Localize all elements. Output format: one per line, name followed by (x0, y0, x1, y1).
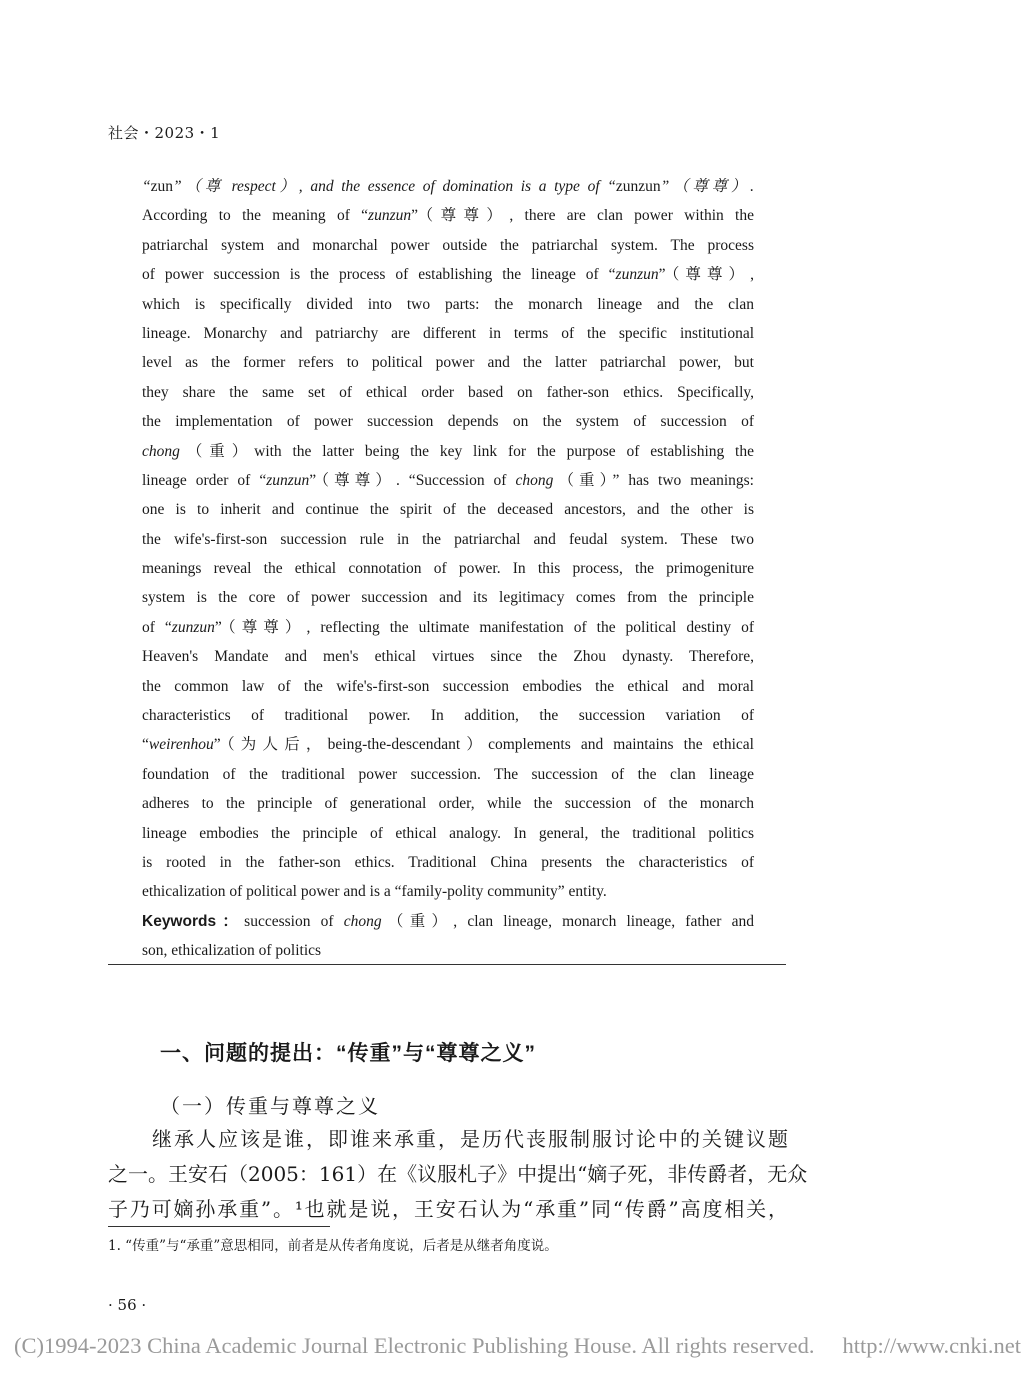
abstract-text: ”（尊尊）, (658, 266, 754, 284)
abstract-term: zunzun (615, 266, 659, 284)
abstract-text: ethicalization of political power and is a “family-polity community” entity. (142, 883, 607, 901)
body-line: 继承人应该是谁，即谁来承重，是历代丧服制服讨论中的关键议题 (152, 1127, 788, 1151)
abstract-line (142, 613, 754, 642)
abstract-text: ”（尊尊）, there are clan power within the (411, 207, 754, 225)
abstract-line (142, 848, 754, 877)
abstract-text: According to the meaning of “ (142, 207, 369, 225)
abstract-text: patriarchal system and monarchal power outside the patriarchal system. The process (142, 236, 754, 254)
abstract-line (142, 319, 754, 348)
abstract-text: lineage embodies the principle of ethical analogy. In general, the traditional politics (142, 824, 754, 842)
abstract-line (142, 466, 754, 495)
abstract-line (142, 290, 754, 319)
abstract-divider (108, 964, 786, 965)
abstract-text: is rooted in the father-son ethics. Traditional China presents the characteristics of (142, 853, 754, 871)
body-line: 之一。王安石（2005：161）在《议服札子》中提出“嫡子死，非传爵者，无众 (108, 1162, 808, 1186)
abstract-line (142, 730, 754, 759)
abstract-line (142, 789, 754, 818)
abstract-text: lineage order of “ (142, 471, 267, 489)
abstract-term: “ (142, 178, 151, 195)
abstract-text: of “ (142, 618, 172, 636)
abstract-line (142, 495, 754, 524)
section-heading: 一、问题的提出：“传重”与“尊尊之义” (160, 1042, 536, 1065)
keywords-part-1: succession of (244, 912, 344, 930)
abstract-text: level as the former refers to political power and the latter patriarchal power, but (142, 354, 754, 372)
abstract-line (142, 201, 754, 230)
abstract-text: zun (150, 178, 174, 195)
abstract-line (142, 172, 754, 201)
abstract-term: zunzun (171, 618, 215, 636)
abstract-text: of power succession is the process of establishing the lineage of “ (142, 266, 616, 284)
abstract-term: weirenhou (148, 736, 214, 754)
abstract-text: ”（尊尊）. “Succession of (309, 471, 516, 489)
page-number: · 56 · (108, 1296, 147, 1314)
abstract-line (142, 348, 754, 377)
abstract-line (142, 819, 754, 848)
abstract-text: zunzun (615, 178, 661, 195)
abstract-text: adheres to the principle of generational order, while the succession of the monarch (142, 795, 754, 813)
abstract-text: characteristics of traditional power. In addition, the succession variation of (142, 707, 754, 725)
abstract-line (142, 672, 754, 701)
abstract-text: one is to inherit and continue the spirit of the deceased ancestors, and the other is (142, 501, 754, 519)
abstract-term: ”（尊尊）. (660, 178, 754, 195)
abstract-line (142, 642, 754, 671)
copyright-text: (C)1994-2023 China Academic Journal Electronic Publishing House. All rights reserved. (14, 1333, 815, 1358)
abstract-text: lineage. Monarchy and patriarchy are different in terms of the specific institutional (142, 324, 754, 342)
abstract-term: zunzun (368, 207, 412, 225)
abstract-term: ”（尊 respect）, and the essence of domination is a type of “ (173, 178, 616, 195)
footnote-divider (108, 1226, 330, 1227)
abstract-line (142, 760, 754, 789)
abstract-text: system is the core of power succession and its legitimacy comes from the principle (142, 589, 754, 607)
abstract-line (142, 554, 754, 583)
abstract-text: foundation of the traditional power succession. The succession of the clan lineage (142, 765, 754, 783)
copyright-watermark (14, 1333, 1021, 1359)
abstract-line (142, 231, 754, 260)
abstract-body (142, 172, 754, 907)
abstract-term: zunzun (266, 471, 310, 489)
keywords-line-2: son, ethicalization of politics (142, 942, 322, 960)
abstract-line (142, 877, 754, 906)
abstract-text: the implementation of power succession depends on the system of succession of (142, 413, 754, 431)
footer-url: http://www.cnki.net (842, 1333, 1021, 1358)
abstract-term: chong (515, 471, 554, 489)
abstract-line (142, 407, 754, 436)
keywords-part-3: （重）, clan lineage, monarch lineage, father and (381, 912, 754, 930)
abstract-text: the wife's-first-son succession rule in the patriarchal and feudal system. These two (142, 530, 754, 548)
abstract-text: they share the same set of ethical order based on father-son ethics. Specifically, (142, 383, 754, 401)
keywords-label: Keywords： (142, 912, 245, 930)
body-text (108, 1122, 808, 1227)
keywords-line (142, 907, 754, 936)
subsection-heading: （一）传重与尊尊之义 (160, 1094, 380, 1118)
abstract-text: the common law of the wife's-first-son succession embodies the ethical and moral (142, 677, 754, 695)
abstract-text: （重）with the latter being the key link for the purpose of establishing the (179, 442, 754, 460)
abstract-text: ”（为人后，being-the-descendant）complements and maintains the ethical (213, 736, 754, 754)
abstract-text: “ (142, 736, 149, 754)
abstract-line (142, 525, 754, 554)
body-line: 子乃可嫡孙承重”。¹也就是说，王安石认为“承重”同“传爵”高度相关， (108, 1197, 788, 1221)
abstract-text: （重）” has two meanings: (553, 471, 754, 489)
abstract-text: meanings reveal the ethical connotation of power. In this process, the primogeniture (142, 560, 754, 578)
abstract-line (142, 260, 754, 289)
footnote: 1. “传重”与“承重”意思相同，前者是从传者角度说，后者是从继者角度说。 (108, 1238, 558, 1254)
abstract-line (142, 583, 754, 612)
keywords-part-2: chong (343, 912, 382, 930)
abstract-line (142, 378, 754, 407)
running-head: 社会・2023・1 (108, 124, 221, 142)
abstract-line (142, 701, 754, 730)
abstract-text: which is specifically divided into two parts: the monarch lineage and the clan (142, 295, 754, 313)
english-abstract (142, 172, 754, 966)
abstract-text: ”（尊尊）, reflecting the ultimate manifestation of the political destiny of (214, 618, 754, 636)
abstract-text: Heaven's Mandate and men's ethical virtues since the Zhou dynasty. Therefore, (142, 648, 754, 666)
abstract-term: chong (142, 442, 180, 460)
abstract-line (142, 437, 754, 466)
